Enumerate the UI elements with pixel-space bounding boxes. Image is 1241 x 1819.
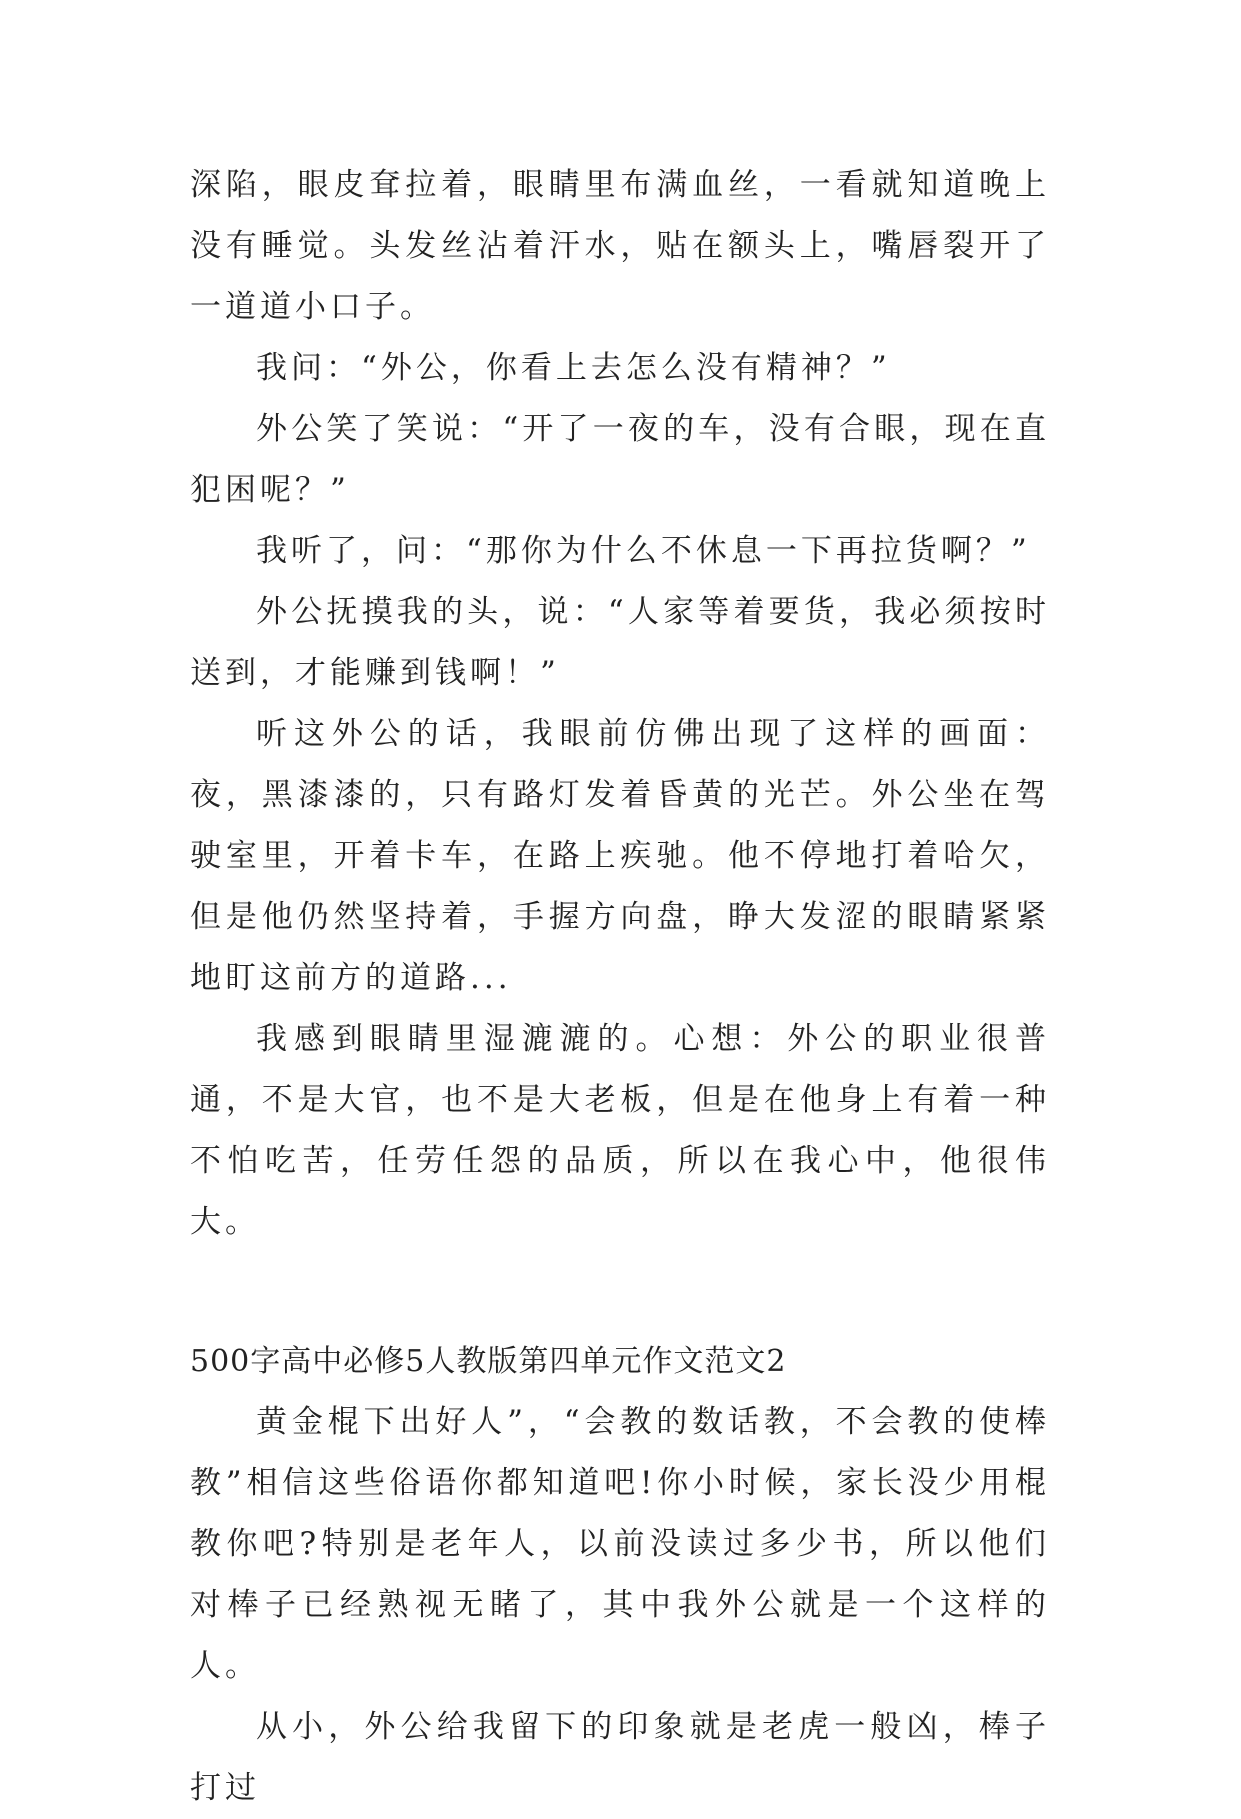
paragraph-grandpa-reply: 外公抚摸我的头，说：“人家等着要货，我必须按时送到，才能赚到钱啊！” — [190, 594, 1050, 691]
paragraph-grandpa-answer: 外公笑了笑说：“开了一夜的车，没有合眼，现在直犯困呢？” — [190, 411, 1050, 508]
document-page — [190, 155, 1050, 1819]
paragraph-question: 我问：“外公，你看上去怎么没有精神？” — [256, 350, 891, 386]
paragraph-reflection: 我感到眼睛里湿漉漉的。心想：外公的职业很普通，不是大官，也不是大老板，但是在他身上有着一种不怕吃苦，任劳任怨的品质，所以在我心中，他很伟大。 — [190, 1021, 1050, 1240]
paragraph-second-question: 我听了，问：“那你为什么不休息一下再拉货啊？” — [256, 533, 1031, 569]
paragraph-continuation: 深陷，眼皮耷拉着，眼睛里布满血丝，一看就知道晚上没有睡觉。头发丝沾着汗水，贴在额头上，嘴唇裂开了一道道小口子。 — [190, 167, 1050, 325]
paragraph-night-scene: 听这外公的话，我眼前仿佛出现了这样的画面：夜，黑漆漆的，只有路灯发着昏黄的光芒。外公坐在驾驶室里，开着卡车，在路上疾驰。他不停地打着哈欠，但是他仍然坚持着，手握方向盘，睁大发涩的眼睛紧紧地盯这前方的道路... — [190, 716, 1050, 996]
section-heading: 500字高中必修5人教版第四单元作文范文2 — [190, 1344, 787, 1379]
paragraph-childhood: 从小，外公给我留下的印象就是老虎一般凶，棒子打过 — [190, 1709, 1050, 1806]
paragraph-proverbs: 黄金棍下出好人”，“会教的数话教，不会教的使棒教”相信这些俗语你都知道吧!你小时候，家长没少用棍教你吧?特别是老年人，以前没读过多少书，所以他们对棒子已经熟视无睹了，其中我外公就是一个这样的人。 — [190, 1404, 1050, 1684]
